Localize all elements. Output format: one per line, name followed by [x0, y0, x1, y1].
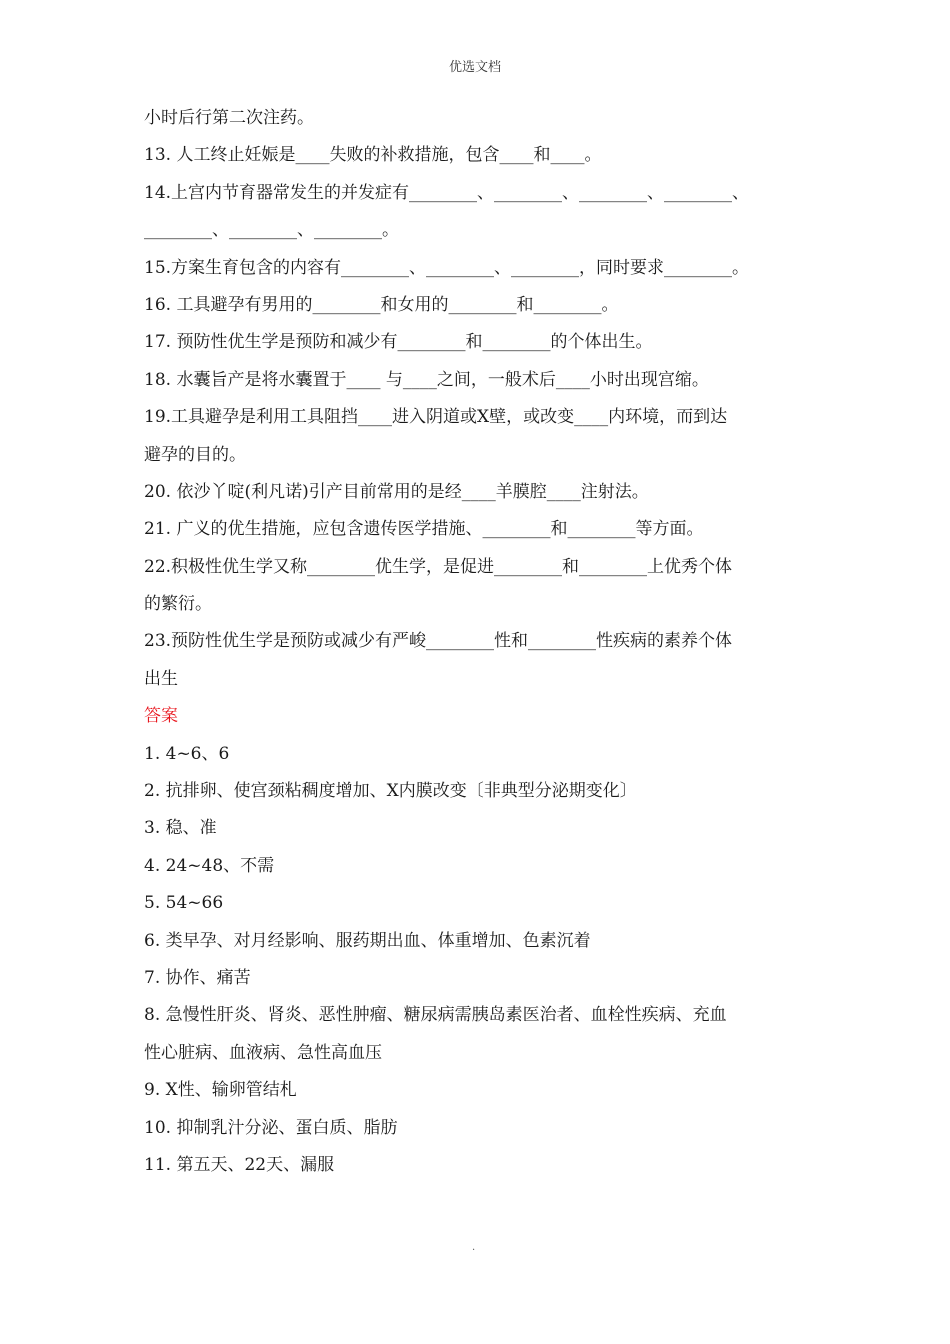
page-footer-mark: . — [472, 1242, 476, 1253]
question-line: 出生 — [144, 668, 178, 689]
answer-line: 10. 抑制乳汁分泌、蛋白质、脂肪 — [144, 1117, 398, 1138]
question-line: 21. 广义的优生措施，应包含遗传医学措施、________和________等方面。 — [144, 519, 704, 540]
question-line: 23.预防性优生学是预防或减少有严峻________性和________性疾病的素养个体 — [144, 631, 733, 652]
question-line: 的繁衍。 — [144, 594, 212, 615]
question-line: 20. 依沙丫啶(利凡诺)引产目前常用的是经____羊膜腔____注射法。 — [144, 481, 649, 502]
answer-line: 2. 抗排卵、使宫颈粘稠度增加、X内膜改变〔非典型分泌期变化〕 — [144, 781, 637, 802]
answer-line: 8. 急慢性肝炎、肾炎、恶性肿瘤、糖尿病需胰岛素医治者、血栓性疾病、充血 — [144, 1005, 727, 1026]
document-body — [144, 100, 816, 1184]
answer-line: 7. 协作、痛苦 — [144, 967, 251, 988]
question-line: 13. 人工终止妊娠是____失败的补救措施，包含____和____。 — [144, 145, 602, 166]
answer-line: 5. 54~66 — [144, 893, 224, 914]
question-line: 16. 工具避孕有男用的________和女用的________和________。 — [144, 294, 619, 315]
answers-heading: 答案 — [144, 706, 178, 727]
question-line: 17. 预防性优生学是预防和减少有________和________的个体出生。 — [144, 332, 653, 353]
answer-line: 11. 第五天、22天、漏服 — [144, 1154, 335, 1175]
answer-line: 3. 稳、准 — [144, 818, 217, 839]
question-line: 22.积极性优生学又称________优生学，是促进________和________上优秀个体 — [144, 556, 733, 577]
answer-line: 6. 类早孕、对月经影响、服药期出血、体重增加、色素沉着 — [144, 930, 591, 951]
question-line: 小时后行第二次注药。 — [144, 108, 314, 128]
question-line: 14.上宫内节育器常发生的并发症有________、________、________、________、 — [144, 182, 750, 203]
page-header: 优选文档 — [448, 60, 501, 75]
answer-line: 4. 24~48、不需 — [144, 855, 275, 876]
question-line: 18. 水囊旨产是将水囊置于____ 与____之间，一般术后____小时出现宫缩。 — [144, 369, 709, 390]
answer-line: 9. X性、输卵管结札 — [144, 1080, 297, 1101]
question-line: ________、________、________。 — [144, 220, 399, 241]
question-line: 避孕的目的。 — [144, 444, 246, 465]
answer-line: 性心脏病、血液病、急性高血压 — [144, 1042, 382, 1063]
question-line: 19.工具避孕是利用工具阻挡____进入阴道或X壁，或改变____内环境，而到达 — [144, 407, 728, 428]
question-line: 15.方案生育包含的内容有________、________、________，同时要求________。 — [144, 257, 750, 278]
answer-line: 1. 4~6、6 — [144, 743, 230, 764]
